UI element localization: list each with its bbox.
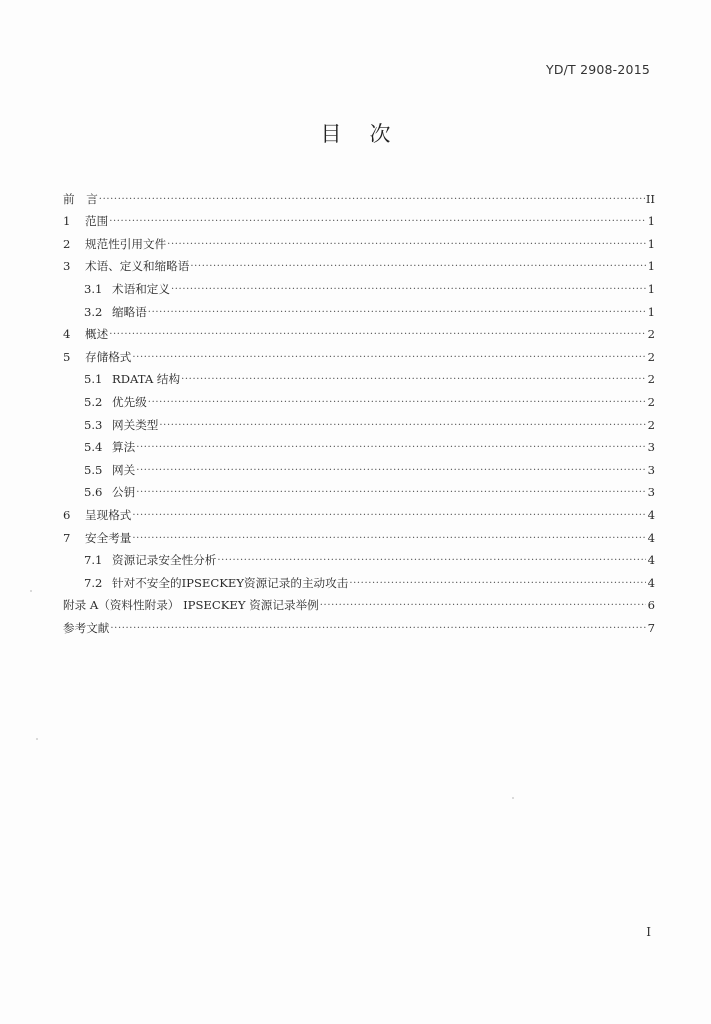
toc-entry-number: 7.2 — [84, 575, 103, 590]
toc-entry-number: 3.2 — [84, 304, 103, 319]
toc-entry-page: 3 — [647, 440, 655, 455]
toc-entry-number: 5.3 — [84, 417, 103, 432]
toc-entry[interactable] — [63, 499, 655, 522]
toc-entry[interactable] — [63, 273, 655, 296]
toc-leader-dots — [167, 239, 646, 251]
toc-entry-label: 概述 — [85, 327, 109, 342]
toc-entry[interactable] — [63, 432, 655, 455]
toc-leader-dots — [136, 465, 646, 477]
toc-title: 目次 — [320, 122, 419, 146]
toc-leader-dots — [171, 284, 646, 296]
toc-entry[interactable] — [63, 545, 655, 568]
toc-entry[interactable] — [63, 341, 655, 364]
toc-entry[interactable] — [63, 477, 655, 500]
scan-speck — [512, 797, 514, 799]
toc-entry-label: 附录 A（资料性附录） IPSECKEY 资源记录举例 — [63, 598, 319, 613]
toc-entry-page: 1 — [647, 304, 655, 319]
toc-leader-dots — [148, 397, 646, 409]
toc-entry[interactable] — [63, 409, 655, 432]
toc-entry-number: 6 — [63, 507, 71, 522]
toc-entry-label: 公钥 — [112, 485, 136, 500]
toc-leader-dots — [109, 216, 646, 228]
toc-entry-label: 规范性引用文件 — [85, 236, 167, 251]
toc-entry-page: 7 — [647, 620, 655, 635]
toc-entry-number: 5.2 — [84, 394, 103, 409]
toc-entry-number: 5.5 — [84, 462, 103, 477]
toc-entry[interactable] — [63, 454, 655, 477]
toc-leader-dots — [109, 329, 646, 341]
toc-entry-number: 7.1 — [84, 553, 103, 568]
toc-entry-label: 算法 — [112, 440, 136, 455]
toc-entry-number: 7 — [63, 530, 71, 545]
page-number: I — [646, 925, 651, 939]
toc-entry-label: 术语、定义和缩略语 — [85, 259, 190, 274]
toc-entry[interactable] — [63, 590, 655, 613]
toc-entry-label: 安全考量 — [85, 530, 132, 545]
toc-entry-number: 5.1 — [84, 372, 103, 387]
toc-entry[interactable] — [63, 522, 655, 545]
toc-entry[interactable] — [63, 206, 655, 229]
scan-speck — [36, 738, 38, 740]
toc-entry-number: 5 — [63, 349, 71, 364]
toc-entry-label: 前 言 — [63, 191, 98, 206]
toc-entry-number: 3.1 — [84, 281, 103, 296]
toc-entry-label: 资源记录安全性分析 — [112, 553, 217, 568]
toc-entry[interactable] — [63, 296, 655, 319]
toc-entry-label: 参考文献 — [63, 620, 110, 635]
toc-entry-page: 4 — [647, 507, 655, 522]
toc-entry-number: 5.6 — [84, 485, 103, 500]
toc-entry-page: 2 — [647, 372, 655, 387]
toc-entry-page: 3 — [647, 462, 655, 477]
toc-entry[interactable] — [63, 567, 655, 590]
toc-entry-label: 术语和定义 — [112, 281, 170, 296]
toc-entry-page: 3 — [647, 485, 655, 500]
toc-entry[interactable] — [63, 319, 655, 342]
table-of-contents — [63, 183, 655, 635]
toc-entry-label: 网关类型 — [112, 417, 159, 432]
toc-entry-label: RDATA 结构 — [112, 372, 181, 387]
toc-entry-label: 范围 — [85, 214, 109, 229]
toc-entry-label: 缩略语 — [112, 304, 147, 319]
toc-leader-dots — [132, 533, 646, 545]
toc-entry-label: 呈现格式 — [85, 507, 132, 522]
document-code: YD/T 2908-2015 — [545, 62, 650, 77]
toc-entry[interactable] — [63, 386, 655, 409]
toc-leader-dots — [148, 307, 646, 319]
toc-entry-label: 针对不安全的IPSECKEY资源记录的主动攻击 — [112, 575, 349, 590]
toc-entry-page: 4 — [647, 530, 655, 545]
toc-leader-dots — [349, 578, 646, 590]
scan-speck — [30, 590, 32, 592]
toc-leader-dots — [110, 623, 646, 635]
toc-entry-page: II — [645, 191, 655, 206]
toc-entry-page: 1 — [647, 214, 655, 229]
toc-leader-dots — [132, 352, 646, 364]
toc-entry-page: 2 — [647, 394, 655, 409]
toc-entry-page: 6 — [647, 598, 655, 613]
toc-entry-number: 4 — [63, 327, 71, 342]
toc-leader-dots — [136, 487, 646, 499]
toc-entry[interactable] — [63, 364, 655, 387]
toc-entry-number: 1 — [63, 214, 71, 229]
toc-leader-dots — [136, 442, 646, 454]
toc-leader-dots — [99, 194, 645, 206]
toc-leader-dots — [320, 600, 646, 612]
toc-entry-number: 2 — [63, 236, 71, 251]
toc-entry-page: 2 — [647, 349, 655, 364]
toc-leader-dots — [132, 510, 646, 522]
toc-entry-page: 1 — [647, 236, 655, 251]
toc-entry[interactable] — [63, 183, 655, 206]
toc-entry[interactable] — [63, 612, 655, 635]
toc-leader-dots — [159, 420, 646, 432]
toc-entry-number: 3 — [63, 259, 71, 274]
toc-entry-page: 4 — [647, 575, 655, 590]
toc-entry[interactable] — [63, 251, 655, 274]
toc-entry-page: 1 — [647, 281, 655, 296]
toc-leader-dots — [217, 555, 646, 567]
toc-entry-page: 1 — [647, 259, 655, 274]
toc-entry[interactable] — [63, 228, 655, 251]
toc-entry-page: 2 — [647, 417, 655, 432]
toc-entry-page: 4 — [647, 553, 655, 568]
toc-entry-label: 存储格式 — [85, 349, 132, 364]
toc-leader-dots — [190, 261, 646, 273]
toc-entry-number: 5.4 — [84, 440, 103, 455]
toc-entry-label: 网关 — [112, 462, 136, 477]
toc-leader-dots — [181, 374, 646, 386]
toc-entry-page: 2 — [647, 327, 655, 342]
toc-entry-label: 优先级 — [112, 394, 147, 409]
